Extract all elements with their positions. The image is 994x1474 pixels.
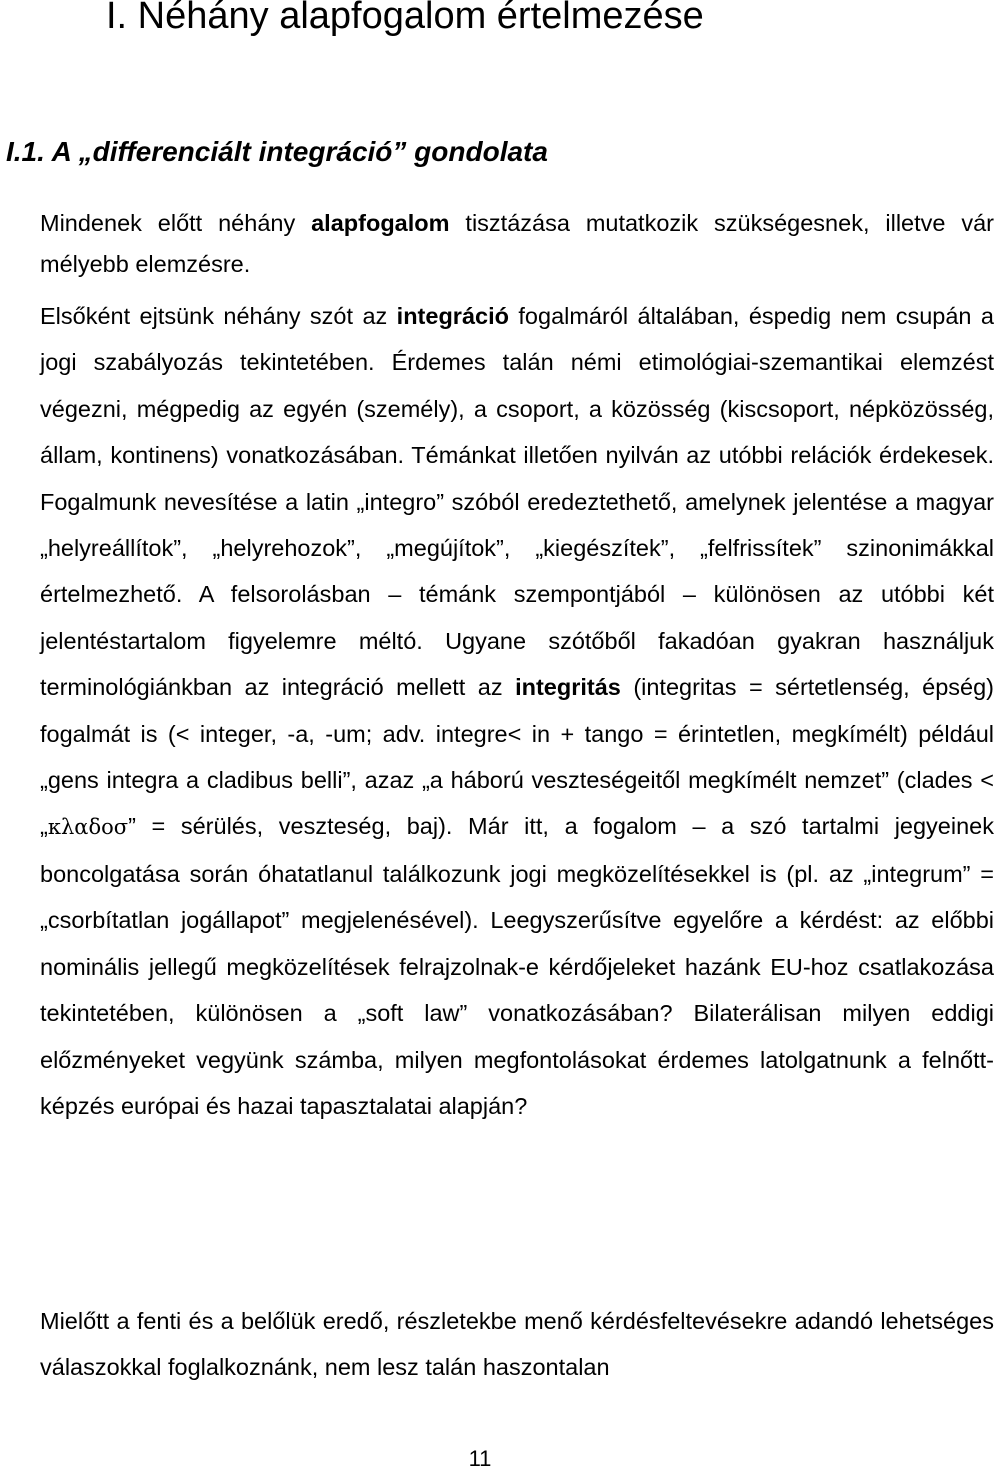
paragraph-2 bbox=[6, 293, 994, 1129]
paragraph-3: Mielőtt a fenti és a belőlük eredő, részletekbe menő kérdésfeltevésekre adandó lehetséges válaszokkal foglalkoznánk, nem lesz talán haszontalan bbox=[40, 1308, 994, 1381]
section-title: I.1. A „differenciált integráció” gondolata bbox=[6, 136, 548, 167]
bold-term-alapfogalom: alapfogalom bbox=[311, 210, 450, 236]
page-number: 11 bbox=[468, 1446, 492, 1471]
paragraph-1 bbox=[6, 203, 994, 284]
bold-term-integritas: integritás bbox=[515, 674, 621, 701]
paragraph-text: tisztázása mutatkozik szükségesnek, illetve vár mélyebb elemzésre. bbox=[40, 210, 994, 277]
paragraph-text: (integritas = sértetlenség, épség) fogalmát is (< integer, -a, -um; adv. integre< in + tango = érintetlen, megkímélt) például „gens integra a cladibus belli”, azaz „a háború veszteségeitől megkímélt nemzet” (clades < „ bbox=[40, 674, 994, 840]
bold-term-integracio: integráció bbox=[396, 303, 509, 329]
paragraph-text: ” = sérülés, veszteség, baj). Már itt, a fogalom – a szó tartalmi jegyeinek boncolgatása során óhatatlanul találkozunk jogi megközelítésekkel is (pl. az „integrum” = „csorbítatlan jogállapot” megjelenésével). Leegyszerűsítve egyelőre a kérdést: az előbbi nominális jellegű megközelítések felrajzolnak-e kérdőjeleket hazánk EU-hoz csatlakozása tekintetében, különösen a „soft law” vonatkozásában? Bilaterálisan milyen eddigi előzményeket vegyünk számba, milyen megfontolásokat érdemes latolgatnunk a felnőttképzés európai és hazai tapasztalatai alapján? bbox=[40, 813, 994, 1119]
greek-word: κλαδοσ bbox=[47, 815, 129, 840]
paragraph-text: Elsőként ejtsünk néhány szót az bbox=[40, 303, 397, 329]
paragraph-text: fogalmáról általában, éspedig nem csupán a jogi szabályozás tekintetében. Érdemes talán némi etimológiai-szemantikai elemzést végezni, mégpedig az egyén (személy), a csoport, a közösség (kiscsoport, népközösség, állam, kontinens) vonatkozásában. Témánkat illetően nyilván az utóbbi relációk érdekesek. Fogalmunk nevesítése a latin „integro” szóból eredeztethető, amelynek jelentése a magyar „helyreállítok”, „helyrehozok”, „megújítok”, „kiegészítek”, „felfrissítek” szinonimákkal értelmezhető. A felsorolásban – témánk szempontjából – különösen az utóbbi két jelentéstartalom figyelemre méltó. Ugyane szótőből fakadóan gyakran használjuk terminológiánkban az integráció mellett az bbox=[40, 303, 994, 701]
paragraph-text: Mindenek előtt néhány bbox=[40, 210, 312, 236]
chapter-title: I. Néhány alapfogalom értelmezése bbox=[106, 0, 704, 37]
